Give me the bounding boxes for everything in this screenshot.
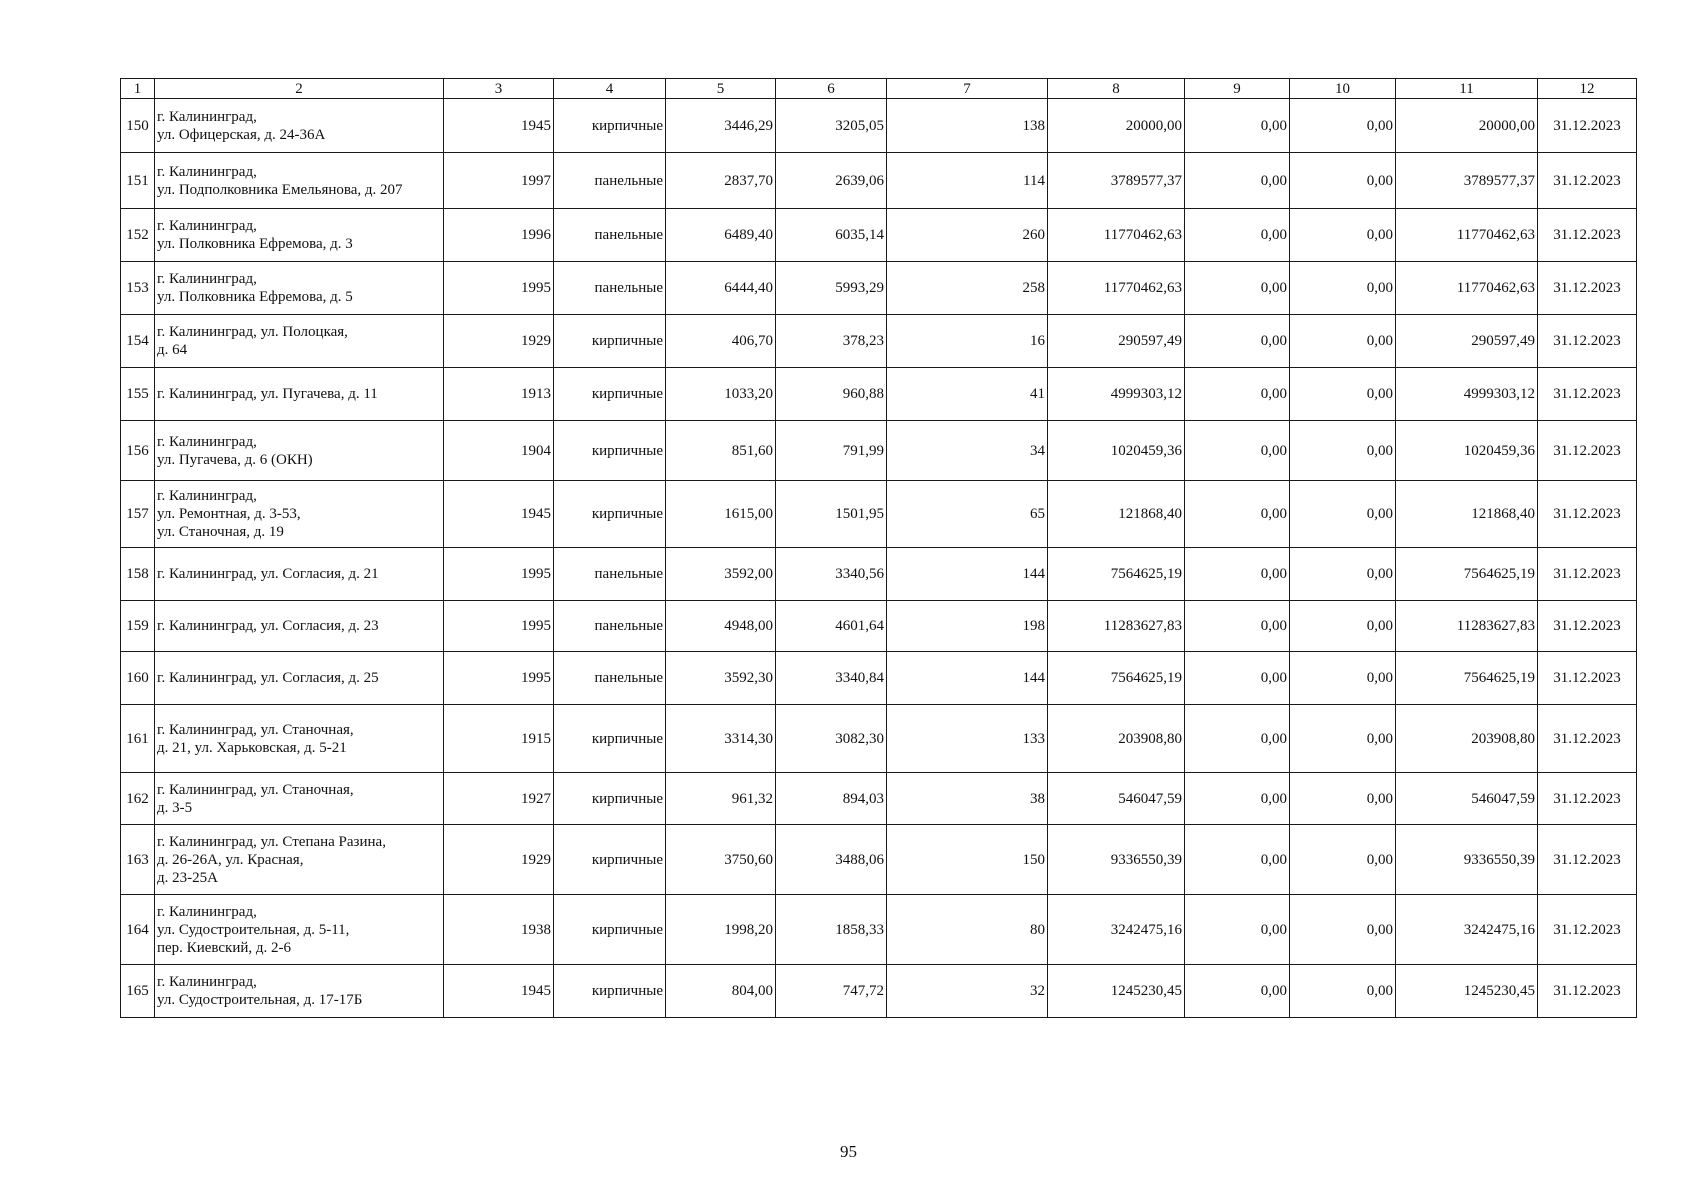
year-built-cell: 1927: [444, 773, 554, 825]
regional-funds-cell: 0,00: [1290, 315, 1396, 368]
row-number: 152: [121, 209, 155, 262]
total-area-cell: 851,60: [666, 421, 776, 481]
federal-funds-cell: 0,00: [1185, 965, 1290, 1018]
total-area-cell: 406,70: [666, 315, 776, 368]
owner-funds-cell: 1020459,36: [1396, 421, 1538, 481]
row-number: 158: [121, 548, 155, 601]
housing-register-table: [120, 78, 1637, 1018]
residents-count-cell: 38: [887, 773, 1048, 825]
table-row: [121, 315, 1637, 368]
federal-funds-cell: 0,00: [1185, 421, 1290, 481]
total-area-cell: 1615,00: [666, 481, 776, 548]
residential-area-cell: 2639,06: [776, 153, 887, 209]
total-cost-cell: 11770462,63: [1048, 262, 1185, 315]
address-cell: г. Калининград, ул. Пугачева, д. 11: [155, 368, 444, 421]
total-area-cell: 804,00: [666, 965, 776, 1018]
year-built-cell: 1996: [444, 209, 554, 262]
table-row: [121, 825, 1637, 895]
residents-count-cell: 34: [887, 421, 1048, 481]
row-number: 155: [121, 368, 155, 421]
row-number: 151: [121, 153, 155, 209]
federal-funds-cell: 0,00: [1185, 481, 1290, 548]
year-built-cell: 1945: [444, 965, 554, 1018]
row-number: 156: [121, 421, 155, 481]
column-number-header: [121, 79, 1637, 99]
wall-material-cell: панельные: [554, 601, 666, 652]
owner-funds-cell: 11283627,83: [1396, 601, 1538, 652]
table-row: [121, 548, 1637, 601]
total-cost-cell: 546047,59: [1048, 773, 1185, 825]
total-cost-cell: 3242475,16: [1048, 895, 1185, 965]
address-cell: г. Калининград, ул. Согласия, д. 25: [155, 652, 444, 705]
federal-funds-cell: 0,00: [1185, 705, 1290, 773]
regional-funds-cell: 0,00: [1290, 421, 1396, 481]
total-area-cell: 3750,60: [666, 825, 776, 895]
residential-area-cell: 1501,95: [776, 481, 887, 548]
completion-date-cell: 31.12.2023: [1538, 153, 1637, 209]
owner-funds-cell: 290597,49: [1396, 315, 1538, 368]
table-row: [121, 652, 1637, 705]
address-cell: г. Калининград, ул. Офицерская, д. 24-36А: [155, 99, 444, 153]
table-row: [121, 965, 1637, 1018]
wall-material-cell: панельные: [554, 153, 666, 209]
wall-material-cell: кирпичные: [554, 773, 666, 825]
regional-funds-cell: 0,00: [1290, 652, 1396, 705]
year-built-cell: 1945: [444, 481, 554, 548]
wall-material-cell: кирпичные: [554, 99, 666, 153]
wall-material-cell: кирпичные: [554, 481, 666, 548]
total-area-cell: 3592,30: [666, 652, 776, 705]
regional-funds-cell: 0,00: [1290, 209, 1396, 262]
row-number: 160: [121, 652, 155, 705]
total-area-cell: 4948,00: [666, 601, 776, 652]
wall-material-cell: кирпичные: [554, 895, 666, 965]
regional-funds-cell: 0,00: [1290, 153, 1396, 209]
federal-funds-cell: 0,00: [1185, 601, 1290, 652]
address-cell: г. Калининград, ул. Согласия, д. 23: [155, 601, 444, 652]
residential-area-cell: 747,72: [776, 965, 887, 1018]
address-cell: г. Калининград, ул. Полоцкая, д. 64: [155, 315, 444, 368]
total-cost-cell: 1020459,36: [1048, 421, 1185, 481]
wall-material-cell: панельные: [554, 548, 666, 601]
regional-funds-cell: 0,00: [1290, 368, 1396, 421]
federal-funds-cell: 0,00: [1185, 548, 1290, 601]
page-number: 95: [840, 1142, 857, 1161]
owner-funds-cell: 20000,00: [1396, 99, 1538, 153]
table-row: [121, 209, 1637, 262]
completion-date-cell: 31.12.2023: [1538, 262, 1637, 315]
total-area-cell: 6489,40: [666, 209, 776, 262]
regional-funds-cell: 0,00: [1290, 548, 1396, 601]
header-col-11: 11: [1396, 79, 1538, 99]
header-col-2: 2: [155, 79, 444, 99]
owner-funds-cell: 203908,80: [1396, 705, 1538, 773]
year-built-cell: 1995: [444, 262, 554, 315]
owner-funds-cell: 9336550,39: [1396, 825, 1538, 895]
row-number: 154: [121, 315, 155, 368]
row-number: 163: [121, 825, 155, 895]
table-row: [121, 153, 1637, 209]
wall-material-cell: кирпичные: [554, 965, 666, 1018]
year-built-cell: 1995: [444, 652, 554, 705]
header-col-5: 5: [666, 79, 776, 99]
row-number: 162: [121, 773, 155, 825]
regional-funds-cell: 0,00: [1290, 705, 1396, 773]
table-row: [121, 368, 1637, 421]
total-cost-cell: 1245230,45: [1048, 965, 1185, 1018]
table-row: [121, 481, 1637, 548]
regional-funds-cell: 0,00: [1290, 825, 1396, 895]
wall-material-cell: кирпичные: [554, 315, 666, 368]
total-cost-cell: 203908,80: [1048, 705, 1185, 773]
header-col-4: 4: [554, 79, 666, 99]
residential-area-cell: 5993,29: [776, 262, 887, 315]
address-cell: г. Калининград, ул. Станочная, д. 3-5: [155, 773, 444, 825]
residents-count-cell: 80: [887, 895, 1048, 965]
table-row: [121, 99, 1637, 153]
federal-funds-cell: 0,00: [1185, 652, 1290, 705]
year-built-cell: 1904: [444, 421, 554, 481]
residential-area-cell: 3340,56: [776, 548, 887, 601]
completion-date-cell: 31.12.2023: [1538, 548, 1637, 601]
residents-count-cell: 144: [887, 548, 1048, 601]
residents-count-cell: 65: [887, 481, 1048, 548]
wall-material-cell: панельные: [554, 262, 666, 315]
residential-area-cell: 6035,14: [776, 209, 887, 262]
total-cost-cell: 290597,49: [1048, 315, 1185, 368]
total-area-cell: 6444,40: [666, 262, 776, 315]
residential-area-cell: 3082,30: [776, 705, 887, 773]
residents-count-cell: 41: [887, 368, 1048, 421]
year-built-cell: 1938: [444, 895, 554, 965]
address-cell: г. Калининград, ул. Подполковника Емельянова, д. 207: [155, 153, 444, 209]
residents-count-cell: 133: [887, 705, 1048, 773]
federal-funds-cell: 0,00: [1185, 825, 1290, 895]
table-row: [121, 773, 1637, 825]
total-cost-cell: 4999303,12: [1048, 368, 1185, 421]
total-cost-cell: 20000,00: [1048, 99, 1185, 153]
table-row: [121, 601, 1637, 652]
header-col-7: 7: [887, 79, 1048, 99]
total-area-cell: 3446,29: [666, 99, 776, 153]
federal-funds-cell: 0,00: [1185, 315, 1290, 368]
total-area-cell: 1033,20: [666, 368, 776, 421]
wall-material-cell: панельные: [554, 209, 666, 262]
year-built-cell: 1995: [444, 548, 554, 601]
total-area-cell: 2837,70: [666, 153, 776, 209]
total-cost-cell: 11770462,63: [1048, 209, 1185, 262]
regional-funds-cell: 0,00: [1290, 895, 1396, 965]
completion-date-cell: 31.12.2023: [1538, 99, 1637, 153]
completion-date-cell: 31.12.2023: [1538, 965, 1637, 1018]
owner-funds-cell: 11770462,63: [1396, 262, 1538, 315]
completion-date-cell: 31.12.2023: [1538, 601, 1637, 652]
header-col-6: 6: [776, 79, 887, 99]
regional-funds-cell: 0,00: [1290, 481, 1396, 548]
owner-funds-cell: 4999303,12: [1396, 368, 1538, 421]
year-built-cell: 1915: [444, 705, 554, 773]
address-cell: г. Калининград, ул. Ремонтная, д. 3-53, ул. Станочная, д. 19: [155, 481, 444, 548]
row-number: 165: [121, 965, 155, 1018]
address-cell: г. Калининград, ул. Полковника Ефремова, д. 5: [155, 262, 444, 315]
residential-area-cell: 378,23: [776, 315, 887, 368]
regional-funds-cell: 0,00: [1290, 262, 1396, 315]
total-cost-cell: 7564625,19: [1048, 548, 1185, 601]
address-cell: г. Калининград, ул. Судостроительная, д. 17-17Б: [155, 965, 444, 1018]
completion-date-cell: 31.12.2023: [1538, 895, 1637, 965]
header-col-9: 9: [1185, 79, 1290, 99]
address-cell: г. Калининград, ул. Полковника Ефремова, д. 3: [155, 209, 444, 262]
federal-funds-cell: 0,00: [1185, 895, 1290, 965]
residents-count-cell: 16: [887, 315, 1048, 368]
residential-area-cell: 1858,33: [776, 895, 887, 965]
completion-date-cell: 31.12.2023: [1538, 368, 1637, 421]
total-cost-cell: 3789577,37: [1048, 153, 1185, 209]
federal-funds-cell: 0,00: [1185, 99, 1290, 153]
residential-area-cell: 3205,05: [776, 99, 887, 153]
table-row: [121, 421, 1637, 481]
total-cost-cell: 9336550,39: [1048, 825, 1185, 895]
federal-funds-cell: 0,00: [1185, 209, 1290, 262]
owner-funds-cell: 3242475,16: [1396, 895, 1538, 965]
address-cell: г. Калининград, ул. Пугачева, д. 6 (ОКН): [155, 421, 444, 481]
wall-material-cell: кирпичные: [554, 705, 666, 773]
row-number: 164: [121, 895, 155, 965]
federal-funds-cell: 0,00: [1185, 773, 1290, 825]
residents-count-cell: 144: [887, 652, 1048, 705]
year-built-cell: 1997: [444, 153, 554, 209]
residents-count-cell: 138: [887, 99, 1048, 153]
owner-funds-cell: 3789577,37: [1396, 153, 1538, 209]
residents-count-cell: 150: [887, 825, 1048, 895]
regional-funds-cell: 0,00: [1290, 773, 1396, 825]
completion-date-cell: 31.12.2023: [1538, 705, 1637, 773]
regional-funds-cell: 0,00: [1290, 965, 1396, 1018]
residential-area-cell: 791,99: [776, 421, 887, 481]
row-number: 150: [121, 99, 155, 153]
total-cost-cell: 7564625,19: [1048, 652, 1185, 705]
year-built-cell: 1929: [444, 825, 554, 895]
address-cell: г. Калининград, ул. Станочная, д. 21, ул. Харьковская, д. 5-21: [155, 705, 444, 773]
completion-date-cell: 31.12.2023: [1538, 652, 1637, 705]
completion-date-cell: 31.12.2023: [1538, 315, 1637, 368]
row-number: 157: [121, 481, 155, 548]
header-col-12: 12: [1538, 79, 1637, 99]
owner-funds-cell: 546047,59: [1396, 773, 1538, 825]
year-built-cell: 1929: [444, 315, 554, 368]
residents-count-cell: 114: [887, 153, 1048, 209]
federal-funds-cell: 0,00: [1185, 262, 1290, 315]
header-col-10: 10: [1290, 79, 1396, 99]
residential-area-cell: 4601,64: [776, 601, 887, 652]
owner-funds-cell: 7564625,19: [1396, 652, 1538, 705]
total-area-cell: 1998,20: [666, 895, 776, 965]
wall-material-cell: кирпичные: [554, 421, 666, 481]
completion-date-cell: 31.12.2023: [1538, 773, 1637, 825]
address-cell: г. Калининград, ул. Согласия, д. 21: [155, 548, 444, 601]
header-col-1: 1: [121, 79, 155, 99]
row-number: 161: [121, 705, 155, 773]
total-area-cell: 961,32: [666, 773, 776, 825]
federal-funds-cell: 0,00: [1185, 368, 1290, 421]
completion-date-cell: 31.12.2023: [1538, 209, 1637, 262]
residential-area-cell: 3488,06: [776, 825, 887, 895]
wall-material-cell: кирпичные: [554, 825, 666, 895]
owner-funds-cell: 7564625,19: [1396, 548, 1538, 601]
regional-funds-cell: 0,00: [1290, 601, 1396, 652]
year-built-cell: 1945: [444, 99, 554, 153]
completion-date-cell: 31.12.2023: [1538, 825, 1637, 895]
residents-count-cell: 260: [887, 209, 1048, 262]
federal-funds-cell: 0,00: [1185, 153, 1290, 209]
owner-funds-cell: 121868,40: [1396, 481, 1538, 548]
total-cost-cell: 121868,40: [1048, 481, 1185, 548]
completion-date-cell: 31.12.2023: [1538, 421, 1637, 481]
total-area-cell: 3592,00: [666, 548, 776, 601]
residential-area-cell: 894,03: [776, 773, 887, 825]
table-row: [121, 895, 1637, 965]
total-area-cell: 3314,30: [666, 705, 776, 773]
year-built-cell: 1995: [444, 601, 554, 652]
owner-funds-cell: 11770462,63: [1396, 209, 1538, 262]
residents-count-cell: 198: [887, 601, 1048, 652]
residents-count-cell: 32: [887, 965, 1048, 1018]
row-number: 153: [121, 262, 155, 315]
address-cell: г. Калининград, ул. Судостроительная, д. 5-11, пер. Киевский, д. 2-6: [155, 895, 444, 965]
table-row: [121, 705, 1637, 773]
residents-count-cell: 258: [887, 262, 1048, 315]
wall-material-cell: панельные: [554, 652, 666, 705]
header-col-3: 3: [444, 79, 554, 99]
completion-date-cell: 31.12.2023: [1538, 481, 1637, 548]
address-cell: г. Калининград, ул. Степана Разина, д. 26-26А, ул. Красная, д. 23-25А: [155, 825, 444, 895]
owner-funds-cell: 1245230,45: [1396, 965, 1538, 1018]
regional-funds-cell: 0,00: [1290, 99, 1396, 153]
residential-area-cell: 3340,84: [776, 652, 887, 705]
residential-area-cell: 960,88: [776, 368, 887, 421]
table-row: [121, 262, 1637, 315]
wall-material-cell: кирпичные: [554, 368, 666, 421]
year-built-cell: 1913: [444, 368, 554, 421]
header-col-8: 8: [1048, 79, 1185, 99]
row-number: 159: [121, 601, 155, 652]
total-cost-cell: 11283627,83: [1048, 601, 1185, 652]
